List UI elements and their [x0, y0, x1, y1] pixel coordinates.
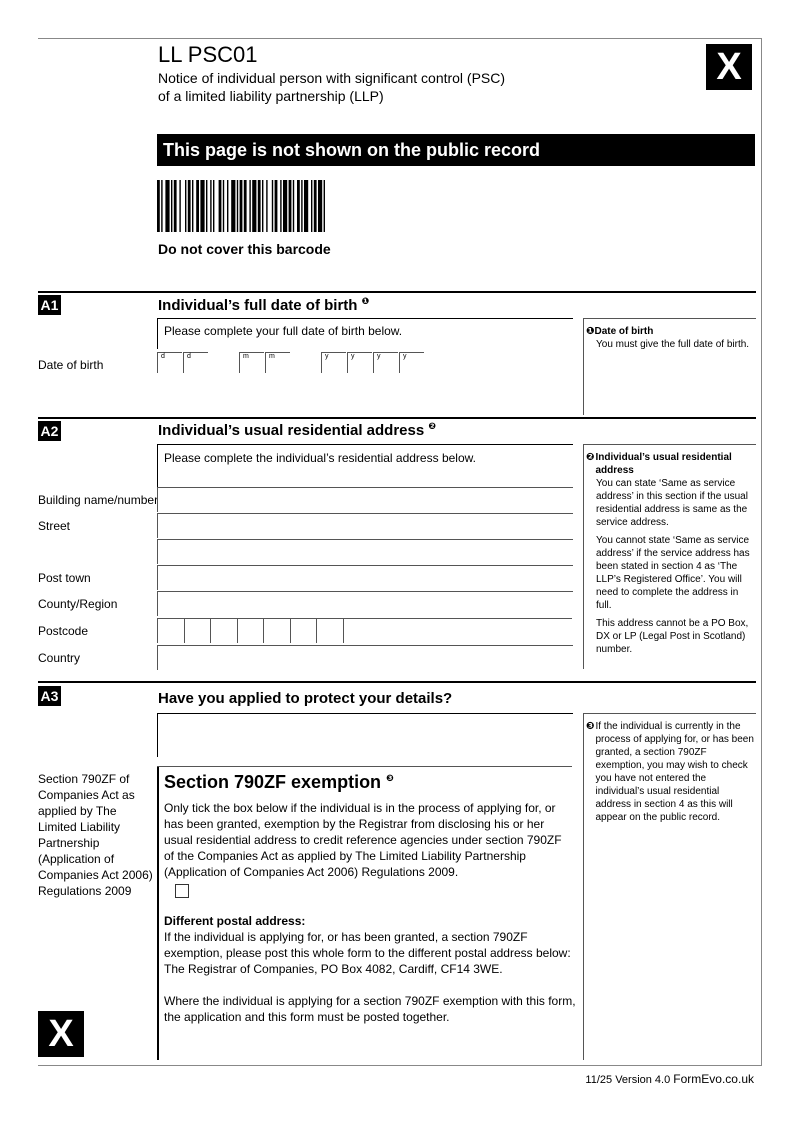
barcode-bar	[304, 180, 308, 232]
county-label: County/Region	[38, 597, 118, 611]
barcode-bar	[311, 180, 312, 232]
exemption-title-text: Section 790ZF exemption	[164, 772, 382, 792]
a2-side-note-p3: This address cannot be a PO Box, DX or LP (Legal Post in Scotland) number.	[596, 618, 749, 655]
postal-title: Different postal address:	[164, 914, 306, 928]
postcode-char-box[interactable]	[263, 618, 288, 643]
date-digit-hint: y	[377, 353, 381, 360]
a2-title	[158, 421, 436, 439]
a1-rule	[38, 291, 756, 293]
postcode-char-box[interactable]	[343, 618, 368, 643]
a1-note-top	[583, 318, 756, 319]
a2-side-note-title: Individual’s usual residential address	[595, 452, 732, 476]
footer-brand: FormEvo.co.uk	[673, 1072, 754, 1086]
date-digit-hint: d	[161, 353, 165, 360]
country-label: Country	[38, 651, 81, 665]
barcode-bar	[283, 180, 287, 232]
a3-exemption-left-border	[157, 766, 159, 1060]
bottom-rule	[38, 1065, 762, 1066]
exemption-checkbox[interactable]	[175, 884, 189, 898]
barcode-bar	[231, 180, 235, 232]
a3-top-box	[157, 713, 573, 757]
a1-title-text: Individual’s full date of birth	[158, 297, 358, 314]
subtitle-line-2: of a limited liability partnership (LLP)	[158, 88, 384, 104]
postal-text: If the individual is applying for, or has been granted, a section 790ZF exemption, please post this whole form to the different postal address below:	[164, 930, 571, 960]
barcode-bar	[262, 180, 263, 232]
barcode-bar	[227, 180, 228, 232]
a3-rule	[38, 681, 756, 683]
a1-badge: A1	[38, 295, 61, 315]
barcode-bar	[185, 180, 186, 232]
barcode-bar	[324, 180, 325, 232]
date-digit-box[interactable]	[321, 352, 346, 373]
date-digit-box[interactable]	[265, 352, 290, 373]
form-subtitle	[158, 69, 505, 105]
barcode-bar	[240, 180, 243, 232]
footer-version: 11/25 Version 4.0	[585, 1074, 671, 1086]
building-input[interactable]	[157, 487, 573, 512]
a1-side-note-text: You must give the full date of birth.	[596, 339, 750, 350]
street-label: Street	[38, 519, 71, 533]
barcode-bar	[237, 180, 238, 232]
a2-note-ref: ❷	[428, 421, 436, 431]
postcode-char-box[interactable]	[290, 618, 315, 643]
postcode-label: Postcode	[38, 624, 89, 638]
a2-rule	[38, 417, 756, 419]
a3-note-ref: ❸	[386, 773, 394, 783]
barcode-note: Do not cover this barcode	[158, 241, 331, 257]
a3-side-note-ref: ❸	[586, 721, 595, 732]
barcode-bar	[206, 180, 207, 232]
date-digit-hint: m	[269, 353, 275, 360]
barcode-bar	[188, 180, 191, 232]
a2-title-text: Individual’s usual residential address	[158, 422, 425, 439]
postcode-char-box[interactable]	[210, 618, 235, 643]
subtitle-line-1: Notice of individual person with significant control (PSC)	[158, 70, 506, 86]
barcode-bar	[192, 180, 193, 232]
a2-badge: A2	[38, 421, 61, 441]
street-input[interactable]	[157, 513, 573, 538]
date-digit-hint: d	[187, 353, 191, 360]
barcode-bar	[171, 180, 172, 232]
barcode	[157, 180, 433, 232]
a1-side-note-title: Date of birth	[594, 326, 654, 337]
a2-note-top	[583, 444, 756, 445]
date-digit-box[interactable]	[239, 352, 264, 373]
postcode-char-box[interactable]	[237, 618, 262, 643]
barcode-bar	[213, 180, 214, 232]
barcode-bar	[161, 180, 162, 232]
postcode-char-box[interactable]	[157, 618, 182, 643]
a1-note-divider	[583, 318, 584, 415]
posting-text: Where the individual is applying for a section 790ZF exemption with this form, the application and this form must be posted together.	[164, 994, 576, 1024]
a1-title	[158, 296, 369, 314]
a2-note-divider	[583, 444, 584, 669]
barcode-bar	[165, 180, 169, 232]
date-digit-hint: y	[351, 353, 355, 360]
barcode-bar	[318, 180, 322, 232]
barcode-bar	[179, 180, 180, 232]
corner-x-mark: X	[706, 44, 752, 90]
date-digit-hint: y	[403, 353, 407, 360]
barcode-bar	[314, 180, 317, 232]
date-digit-box[interactable]	[373, 352, 398, 373]
street-input-line-2[interactable]	[157, 539, 573, 564]
postcode-top-line	[157, 618, 572, 619]
barcode-bar	[249, 180, 250, 232]
a3-note-divider	[583, 713, 584, 1060]
not-public-banner: This page is not shown on the public record	[157, 134, 755, 166]
a3-badge: A3	[38, 686, 61, 706]
a3-side-note	[586, 720, 756, 824]
barcode-bar	[244, 180, 247, 232]
date-of-birth-label: Date of birth	[38, 358, 104, 372]
a2-side-note: ❷ Individual’s usual residential address You can state ‘Same as service address’ in this section if the usual residential address is same as the service address. You cannot state ‘Same as service address’ if the service address has been stated in section 4 as ‘The LLP’s Registered Office’. You will need to complete the address in full. This address cannot be a PO Box, DX or LP (Legal Post in Scotland) number.	[586, 451, 754, 656]
a1-note-ref: ❶	[361, 296, 370, 306]
barcode-bar	[280, 180, 281, 232]
postal-address: The Registrar of Companies, PO Box 4082, Cardiff, CF14 3WE.	[164, 962, 503, 976]
date-digit-box[interactable]	[183, 352, 208, 373]
right-rule	[761, 38, 762, 1066]
a1-instruction: Please complete your full date of birth below.	[164, 324, 403, 338]
barcode-bar	[196, 180, 199, 232]
a1-side-note: ❶Date of birth You must give the full date of birth.	[586, 325, 754, 351]
building-label: Building name/number	[38, 493, 159, 507]
a3-left-label: Section 790ZF of Companies Act as applied by The Limited Liability Partnership (Application of Companies Act 2006) Regulations 2009	[38, 772, 153, 898]
postcode-char-box[interactable]	[184, 618, 209, 643]
barcode-bar	[289, 180, 292, 232]
barcode-bar	[219, 180, 222, 232]
date-digit-box[interactable]	[157, 352, 182, 373]
a2-instruction: Please complete the individual’s residential address below.	[164, 451, 476, 465]
date-digit-hint: y	[325, 353, 329, 360]
date-digit-box[interactable]	[399, 352, 424, 373]
exemption-title	[164, 772, 394, 793]
post-town-input[interactable]	[157, 565, 573, 590]
exemption-text: Only tick the box below if the individual is in the process of applying for, or has been granted, exemption by the Registrar from disclosing his or her usual residential address to credit reference agencies under section 790ZF of the Companies Act as applied by The Limited Liability Partnership (Application of Companies Act 2006) Regulations 2009.	[164, 801, 562, 879]
top-rule	[38, 38, 762, 39]
barcode-bar	[258, 180, 261, 232]
barcode-bar	[301, 180, 302, 232]
date-digit-hint: m	[243, 353, 249, 360]
barcode-bar	[210, 180, 211, 232]
barcode-bar	[293, 180, 294, 232]
barcode-bar	[297, 180, 300, 232]
county-input[interactable]	[157, 591, 573, 616]
form-code: LL PSC01	[158, 42, 258, 67]
a3-note-top	[583, 713, 756, 714]
a3-title: Have you applied to protect your details?	[158, 690, 453, 707]
barcode-bar	[157, 180, 160, 232]
a3-exemption-top-border	[157, 766, 572, 767]
barcode-bar	[266, 180, 267, 232]
post-town-label: Post town	[38, 571, 91, 585]
a2-side-note-p1: You can state ‘Same as service address’ in this section if the usual residential address is same as the service address.	[596, 478, 748, 528]
bottom-x-mark: X	[38, 1011, 84, 1057]
barcode-bar	[272, 180, 273, 232]
postcode-char-box[interactable]	[316, 618, 341, 643]
footer	[585, 1072, 754, 1086]
a2-side-note-p2: You cannot state ‘Same as service address’ if the service address has been stated in section 4 as ‘The LLP’s Registered Office’. You will need to complete the address in full.	[596, 535, 750, 611]
barcode-bar	[275, 180, 278, 232]
barcode-bar	[200, 180, 204, 232]
a3-side-note-text: If the individual is currently in the process of applying for, or has been granted, a section 790ZF exemption, you may wish to check you have not entered the individual’s usual residential address in section 4 as this will appear on the public record.	[595, 721, 754, 823]
country-input[interactable]	[157, 645, 573, 670]
barcode-bar	[174, 180, 177, 232]
barcode-bar	[223, 180, 224, 232]
date-digit-box[interactable]	[347, 352, 372, 373]
barcode-bar	[252, 180, 256, 232]
